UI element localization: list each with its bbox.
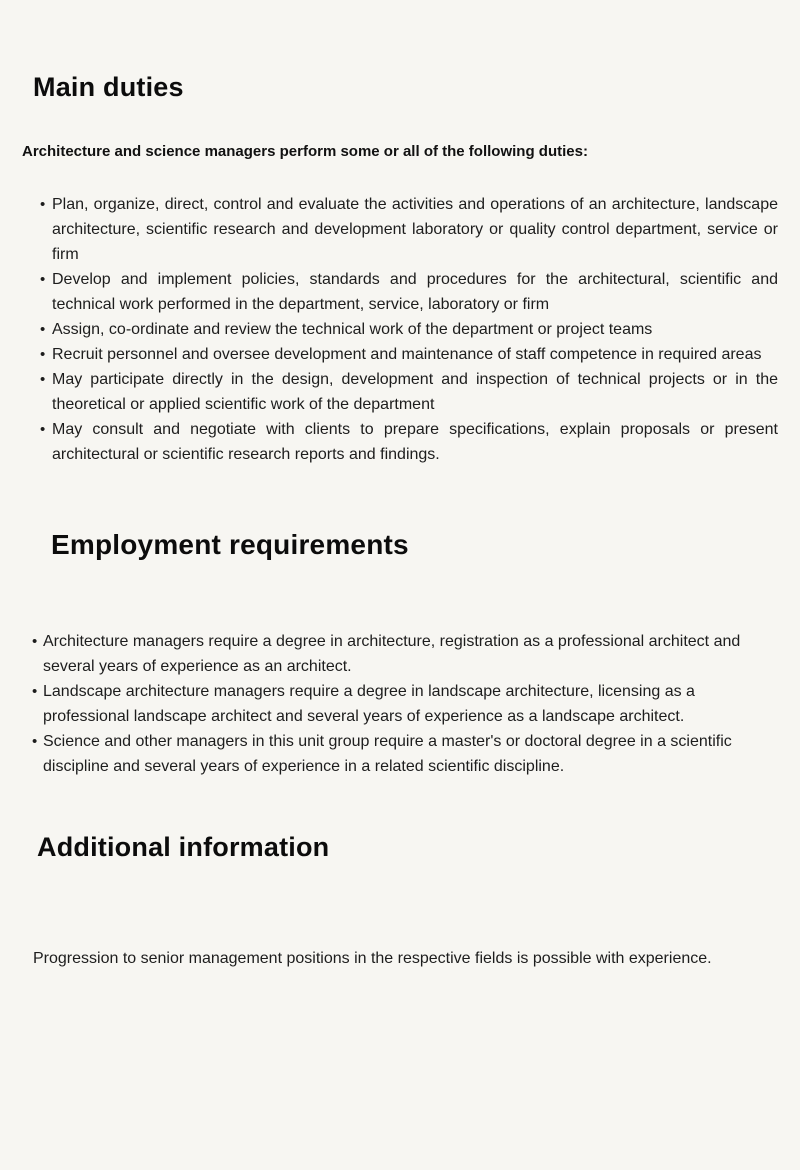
duty-item: • Develop and implement policies, standards and procedures for the architectural, scientific and technical work performed in the department, service, laboratory or firm <box>52 267 778 317</box>
duty-item: • Assign, co-ordinate and review the technical work of the department or project teams <box>52 317 778 342</box>
duty-item: • Plan, organize, direct, control and evaluate the activities and operations of an architecture, landscape architecture, scientific research and development laboratory or quality control department, service or firm <box>52 192 778 267</box>
duty-item: • May consult and negotiate with clients to prepare specifications, explain proposals or present architectural or scientific research reports and findings. <box>52 417 778 467</box>
employment-requirements-heading: Employment requirements <box>51 529 409 561</box>
duty-item: • May participate directly in the design, development and inspection of technical projects or in the theoretical or applied scientific work of the department <box>52 367 778 417</box>
requirement-item: • Science and other managers in this unit group require a master's or doctoral degree in a scientific discipline and several years of experience in a related scientific discipline. <box>43 729 781 779</box>
requirement-item: • Landscape architecture managers require a degree in landscape architecture, licensing as a professional landscape architect and several years of experience as a landscape architect. <box>43 679 781 729</box>
employment-requirements-section <box>0 530 800 779</box>
requirement-item: • Architecture managers require a degree in architecture, registration as a professional architect and several years of experience as an architect. <box>43 629 781 679</box>
main-duties-list <box>0 192 778 467</box>
duty-item: • Recruit personnel and oversee development and maintenance of staff competence in required areas <box>52 342 778 367</box>
main-duties-heading: Main duties <box>33 72 184 102</box>
main-duties-intro: Architecture and science managers perform some or all of the following duties: <box>22 143 588 161</box>
additional-information-section <box>0 833 800 970</box>
main-duties-section <box>0 73 800 467</box>
employment-requirements-list <box>0 629 781 779</box>
additional-information-paragraph: Progression to senior management positions in the respective fields is possible with experience. <box>33 949 712 967</box>
additional-information-heading: Additional information <box>37 832 330 863</box>
